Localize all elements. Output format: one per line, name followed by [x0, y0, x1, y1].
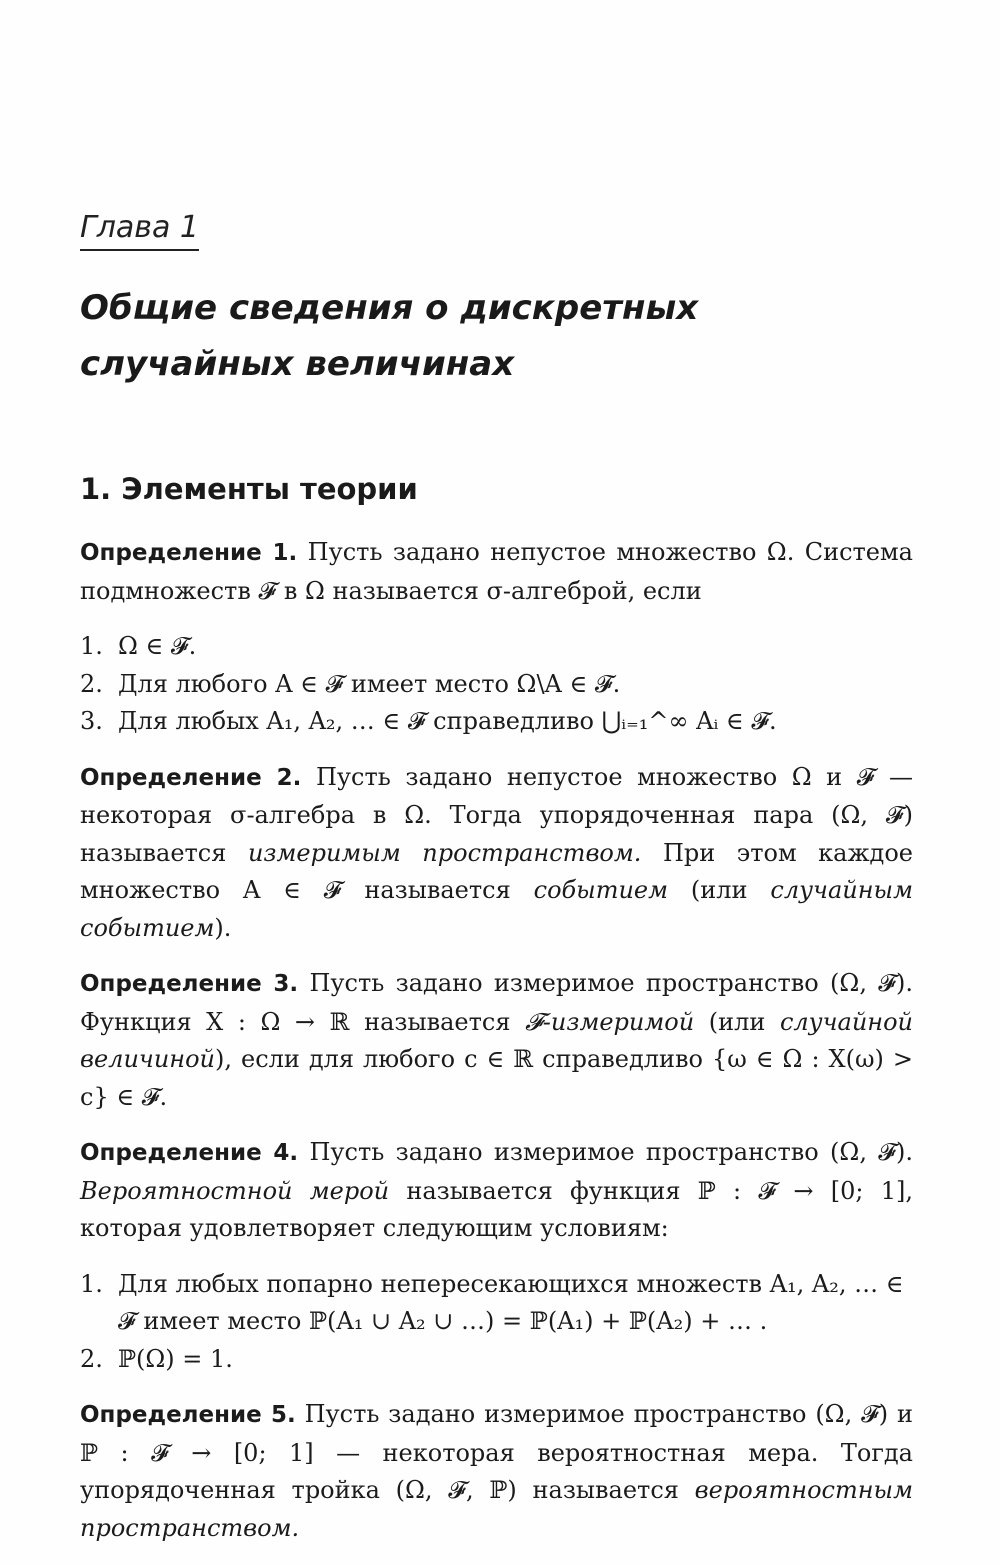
- list-item-number: 2.: [80, 669, 103, 698]
- list-item-text: Для любых попарно непересекающихся множеств A₁, A₂, … ∈ 𝓕 имеет место ℙ(A₁ ∪ A₂ ∪ …) = ℙ(A₁) + ℙ(A₂) + … .: [118, 1269, 904, 1335]
- list-item-text: Для любого A ∈ 𝓕 имеет место Ω\A ∈ 𝓕.: [118, 669, 621, 698]
- list-item-number: 1.: [80, 632, 103, 660]
- section-title: 1. Элементы теории: [80, 472, 418, 506]
- definition-2-text-b: При этом каждое множество A ∈ 𝓕 называется: [80, 838, 913, 904]
- definition-2-label: Определение 2.: [80, 764, 302, 791]
- definition-2-text-a: Пусть задано непустое множество Ω и 𝓕 — некоторая σ-алгебра в Ω. Тогда упорядоченная пара (Ω, 𝓕) называется: [80, 762, 913, 867]
- definition-3-term-random-variable: случайной величиной: [80, 1007, 914, 1073]
- list-item-number: 3.: [80, 707, 103, 735]
- definition-2-term-measurable-space: измеримым пространством.: [247, 838, 642, 867]
- definition-3-text-c: ), если для любого c ∈ ℝ справедливо {ω ∈ Ω : X(ω) > c} ∈ 𝓕.: [80, 1045, 913, 1111]
- definition-2-text-d: ).: [214, 913, 232, 942]
- chapter-title-line-1: Общие сведения о дискретных: [80, 288, 699, 328]
- definition-4-text-b: называется функция ℙ : 𝓕 → [0; 1], которая удовлетворяет следующим условиям:: [80, 1176, 913, 1242]
- list-item: [80, 703, 913, 741]
- definition-2-term-random-event: случайным событием: [80, 876, 913, 942]
- definition-3: [80, 965, 913, 1116]
- chapter-title: [80, 280, 880, 392]
- list-item-text: Для любых A₁, A₂, … ∈ 𝓕 справедливо ⋃ᵢ₌₁^∞ Aᵢ ∈ 𝓕.: [118, 707, 777, 735]
- definition-5-term-probability-space: вероятностным пространством.: [80, 1476, 913, 1542]
- list-item-text: Ω ∈ 𝓕.: [118, 632, 197, 660]
- list-item: [80, 666, 913, 704]
- definition-2-text-c: (или: [690, 876, 748, 904]
- definition-2-term-event: событием: [533, 876, 669, 904]
- definition-5-text-a: Пусть задано измеримое пространство (Ω, 𝓕) и ℙ : 𝓕 → [0; 1] — некоторая вероятностная мера. Тогда упорядоченная тройка (Ω, 𝓕, ℙ) называется: [80, 1400, 914, 1504]
- definition-5: [80, 1396, 913, 1547]
- definition-3-text-b: (или: [708, 1007, 766, 1036]
- definition-3-text-a: Пусть задано измеримое пространство (Ω, 𝓕). Функция X : Ω → ℝ называется: [80, 969, 913, 1036]
- chapter-title-line-2: случайных величинах: [80, 344, 515, 384]
- chapter-label: Глава 1: [80, 210, 199, 251]
- body-text: [80, 534, 913, 1565]
- definition-1-list: [80, 628, 913, 741]
- definition-3-term-measurable: 𝓕-измеримой: [525, 1007, 695, 1036]
- list-item-number: 2.: [80, 1344, 103, 1373]
- list-item: [80, 1341, 913, 1379]
- list-item: [80, 1266, 913, 1341]
- definition-4: [80, 1134, 913, 1248]
- list-item: [80, 628, 913, 666]
- definition-1-text: Пусть задано непустое множество Ω. Система подмножеств 𝓕 в Ω называется σ-алгеброй, если: [80, 538, 913, 605]
- definition-5-label: Определение 5.: [80, 1402, 296, 1428]
- definition-4-list: [80, 1266, 913, 1379]
- definition-3-label: Определение 3.: [80, 971, 299, 997]
- definition-1-label: Определение 1.: [80, 540, 298, 566]
- definition-4-term-probability-measure: Вероятностной мерой: [80, 1176, 390, 1205]
- list-item-number: 1.: [80, 1269, 103, 1298]
- list-item-text: ℙ(Ω) = 1.: [118, 1344, 233, 1373]
- definition-4-text-a: Пусть задано измеримое пространство (Ω, 𝓕).: [309, 1138, 913, 1166]
- definition-1: [80, 534, 913, 610]
- definition-2: [80, 759, 913, 948]
- definition-4-label: Определение 4.: [80, 1140, 299, 1166]
